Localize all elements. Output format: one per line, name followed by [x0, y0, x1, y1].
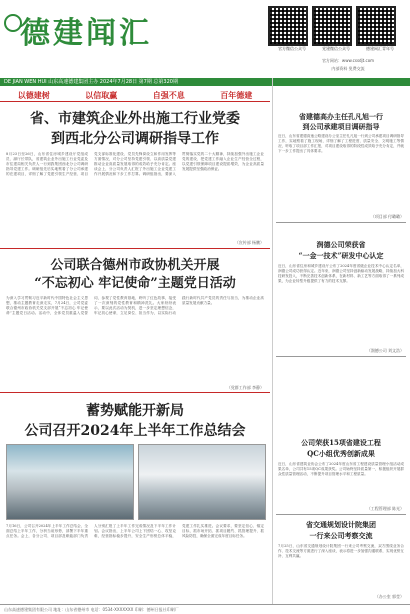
lead-byline: （宣传部 杨鹏）	[234, 240, 264, 245]
sidebar-1-title-1: 省建德高办主任孔凡旭一行	[299, 112, 383, 121]
divider	[0, 101, 270, 102]
qr-code-icon	[312, 6, 352, 46]
qr-caption: 党建微信公众号	[322, 46, 350, 51]
divider	[0, 392, 270, 393]
column-divider	[272, 78, 273, 604]
slogan-item: 自强不息	[152, 90, 185, 100]
sidebar-2-body: 近日，山东省住房和城乡建设厅公布了2024年度省级企业技术中心认定名单，润德公司成功获得认定。近年来，润德公司坚持创新驱动发展战略，持续加大科技研发投入，不断完善技术创新体系，在新材料、新工艺等方面取得了一系列成果，为企业转型升级提供了有力的技术支撑。	[278, 264, 404, 283]
page-footer: 山东高速德建集团有限公司 地址：山东省德州市 电话：0534-XXXXXXX 印刷：德州日报社印刷厂	[0, 604, 410, 614]
sidebar-4-body: 7月25日，山东省交通规划设计院集团一行来公司考察交流，双方围绕业务合作、技术交流等方面进行了深入座谈，表示将进一步加强沟通联系，实现优势互补、互利共赢。	[278, 544, 404, 558]
slogan-item: 以信取赢	[85, 90, 118, 100]
sidebar-1-title-2: 到公司承建项目调研指导	[302, 122, 380, 131]
sidebar-4-title-1: 省交通规划设计院集团	[306, 520, 376, 529]
third-headline-1: 蓄势赋能开新局	[86, 403, 184, 419]
slogan-item: 以德建树	[17, 90, 50, 100]
sidebar-1-body: 近日，山东省建德高速公路建设办公室主任孔凡旭一行到公司承建项目调研指导工作，实地察看了施工现场，详细了解了工程进度、质量安全、文明施工等情况，听取了项目部工作汇报，对项目建设取得的阶段性成效给予充分肯定，并就下一步工作提出了具体要求。	[278, 134, 404, 153]
second-byline: （党群工作部 李静）	[226, 385, 264, 390]
meeting-photo-2	[138, 444, 266, 520]
sidebar-1-byline: （项目部 付璐璐）	[370, 214, 404, 219]
slogan-item: 百年德建	[220, 90, 253, 100]
slogan-bar	[0, 90, 270, 101]
sidebar-4-title-2: 一行来公司考察交流	[309, 531, 373, 540]
footer-tag: 内部资料 免费交流	[331, 66, 365, 71]
qr-caption: 官方微信公众号	[278, 46, 306, 51]
qr-youth	[356, 6, 404, 52]
website: 官方网站：www.cssdjt.com	[321, 58, 375, 63]
sidebar-3-title-1: 公司荣获15项省建设工程	[301, 438, 381, 447]
lead-body: 8月23日至26日，山东省住房城乡建设厅党组成员、副厅长带队，省建筑企业外出施工行业党委及市住建局相关负责人一行到我集团西北分公司调研指导党建工作。调研组先后实地察看了分公司承建的在建项目，详细了解了党建引领生产经营、项目党支部标准化建设、党员先锋岗设立和作用发挥等方面情况，对分公司坚持党建引领、以高质量党建推动企业高质量发展取得的成效给予充分肯定。座谈会上，分公司负责人汇报了外出施工企业党建工作开展情况和下步工作打算。调研组指出，要深入贯彻落实党的二十大精神，持续加强外出施工企业党的建设，把党建工作融入企业生产经营全过程，以党建引领保障项目建设提质增效，为企业高质量发展提供坚强政治保证。	[6, 152, 264, 176]
lead-headline-2: 到西北分公司调研指导工作	[51, 131, 219, 147]
sidebar-3-title-2: QC小组优秀创新成果	[307, 449, 375, 458]
qr-party	[312, 6, 360, 52]
second-headline-2: “不忘初心 牢记使命”主题党日活动	[34, 276, 236, 291]
sidebar-2-title-2: “一金一技术”研发中心认定	[298, 251, 384, 260]
divider	[0, 248, 270, 249]
sidebar-2-title-1: 润德公司荣获省	[316, 240, 366, 249]
issue-info-bar: DE JIAN WEN HUI 山东高速德建集团主办 2024年7月28日 第7期 总第320期	[0, 78, 410, 86]
divider	[276, 222, 406, 223]
meeting-photo-1	[6, 444, 134, 520]
third-headline-2: 公司召开2024年上半年工作总结会	[24, 423, 246, 439]
masthead-title: 德建闻汇	[20, 16, 152, 51]
qr-code-icon	[356, 6, 396, 46]
second-headline-1: 公司联合德州市政协机关开展	[50, 258, 220, 273]
qr-code-icon	[268, 6, 308, 46]
sidebar-4-byline: （办公室 郭莹）	[374, 594, 404, 599]
divider	[276, 356, 406, 357]
qr-caption: 德建网汇青年号	[366, 46, 394, 51]
qr-wechat	[268, 6, 316, 52]
third-body: 7月16日，公司召开2024年上半年工作总结会，全面总结上半年工作，分析当前形势，部署下半年重点任务。会上，各分公司、项目部及职能部门负责人分别汇报了上半年工作完成情况及下半年工作计划。会议指出，上半年公司上下团结一心、攻坚克难，经营指标稳步提升，安全生产形势总体平稳，党建工作扎实推进。会议要求，要坚定信心、锚定目标，抓市场开拓、抓项目履约、抓管理提升、抓风险防控，确保全面完成年度目标任务。	[6, 524, 264, 538]
sidebar-3-byline: （工程管理部 陈光）	[366, 506, 404, 511]
second-body: 为深入学习贯彻习近平新时代中国特色社会主义思想，推动主题教育走深走实，7月24日，公司党委联合德州市政协机关党支部开展“不忘初心 牢记使命”主题党日活动。活动中，全体党员重温入党誓词，参观了党性教育基地，聆听了红色故事，接受了一次深刻的党性教育和精神洗礼。大家纷纷表示，要以此次活动为契机，进一步坚定理想信念，牢记初心使命，立足岗位、担当作为，以实际行动践行新时代共产党员的责任与担当，为推动企业高质量发展贡献力量。	[6, 296, 264, 315]
sidebar-2-byline: （润德公司 刘文浩）	[366, 348, 404, 353]
divider	[276, 514, 406, 515]
sidebar-3-body: 近日，山东省建筑业协会公布了2024年度山东省工程建设质量管理小组活动成果名单，公司共有15项QC成果获奖。公司始终坚持质量第一，积极组织开展群众性质量管理活动，不断提升项目管理水平和工程质量。	[278, 462, 404, 476]
lead-headline-1: 省、市建筑企业外出施工行业党委	[30, 111, 240, 127]
